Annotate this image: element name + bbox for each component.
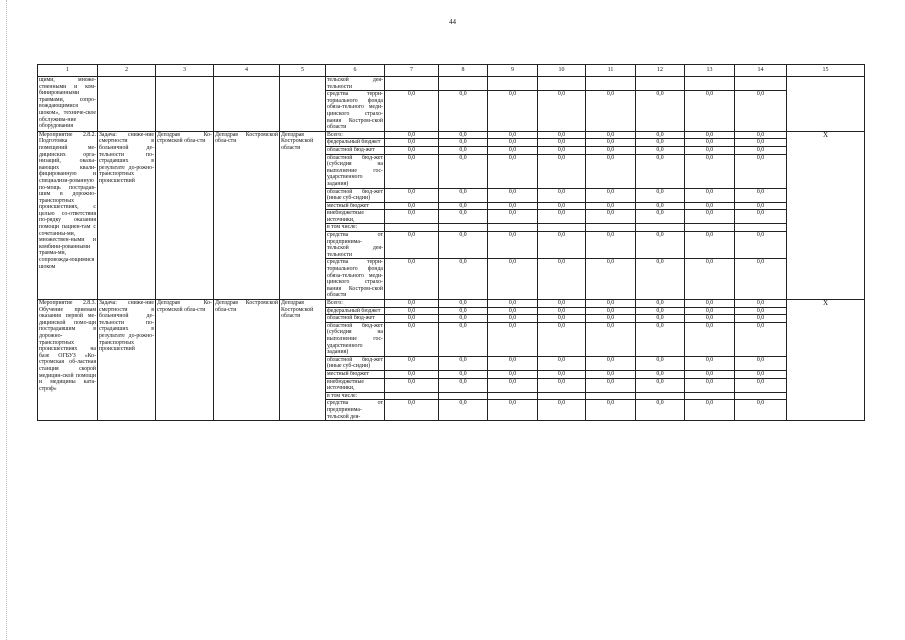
amount-cell: 0,0 [385, 378, 439, 392]
amount-cell: 0,0 [735, 300, 787, 308]
amount-cell: 0,0 [385, 259, 439, 300]
co-executor: Депздрав Костромской обла-сти [214, 300, 280, 421]
amount-cell: 0,0 [439, 232, 488, 259]
amount-cell: 0,0 [385, 139, 439, 147]
amount-cell: 0,0 [538, 400, 586, 421]
amount-cell: 0,0 [586, 300, 636, 308]
funding-source: тельской дея-тельности [327, 77, 383, 90]
amount-cell: 0,0 [385, 307, 439, 315]
amount-cell-empty [685, 392, 735, 400]
amount-cell: 0,0 [735, 154, 787, 188]
amount-cell: 0,0 [685, 188, 735, 202]
amount-cell: 0,0 [586, 378, 636, 392]
funding-source: местный бюджет [326, 202, 385, 210]
funding-source: Всего: [326, 300, 385, 308]
funding-source: областной бюд-жет (иные суб-сидии) [327, 188, 383, 202]
amount-cell: 0,0 [636, 307, 685, 315]
amount-cell: 0,0 [586, 322, 636, 356]
measure-description: Мероприятие 2.8.3. Обучение приемам оказания первой ме-дицинской помо-щи пострадавшим в дорожно-транспортных происшествиях на базе ОГБУЗ «Ко-стромская об-ластная станция скорой медицин-ской помощи и медицины ката-строф» [38, 300, 98, 421]
amount-cell: 0,0 [685, 232, 735, 259]
amount-cell: 0,0 [735, 400, 787, 421]
amount-cell: 0,0 [488, 259, 538, 300]
amount-cell-empty [538, 224, 586, 232]
amount-cell: 0,0 [488, 307, 538, 315]
amount-cell: 0,0 [586, 139, 636, 147]
amount-cell: 0,0 [488, 154, 538, 188]
amount-cell: 0,0 [735, 139, 787, 147]
amount-cell: 0,0 [685, 370, 735, 378]
amount-cell-empty [385, 392, 439, 400]
amount-cell-empty [439, 224, 488, 232]
funding-source: областной бюд-жет (субсидия на выполнение гос-ударственного задания) [327, 154, 383, 187]
amount-cell: 0,0 [538, 356, 586, 370]
amount-cell: 0,0 [385, 146, 439, 154]
responsible-executor: Депздрав Ко-стромской обла-сти [156, 131, 214, 299]
amount-cell: 0,0 [636, 378, 685, 392]
amount-cell: 0,0 [385, 370, 439, 378]
amount-cell: 0,0 [538, 322, 586, 356]
amount-cell: 0,0 [538, 300, 586, 308]
column-number: 10 [538, 65, 586, 77]
amount-cell-empty [586, 77, 636, 91]
amount-cell: 0,0 [538, 188, 586, 202]
amount-cell: 0,0 [538, 131, 586, 139]
amount-cell-empty [439, 77, 488, 91]
amount-cell: 0,0 [488, 315, 538, 323]
amount-cell: 0,0 [735, 202, 787, 210]
amount-cell: 0,0 [385, 322, 439, 356]
amount-cell: 0,0 [538, 378, 586, 392]
amount-cell: 0,0 [636, 370, 685, 378]
amount-cell: 0,0 [636, 202, 685, 210]
amount-cell: 0,0 [385, 131, 439, 139]
amount-cell: 0,0 [439, 378, 488, 392]
amount-cell: 0,0 [685, 139, 735, 147]
amount-cell: 0,0 [636, 300, 685, 308]
amount-cell: 0,0 [636, 154, 685, 188]
amount-cell-empty [685, 224, 735, 232]
amount-cell: 0,0 [636, 322, 685, 356]
scan-margin-line [6, 0, 8, 640]
amount-cell: 0,0 [735, 131, 787, 139]
column-number: 2 [98, 65, 156, 77]
amount-cell: 0,0 [735, 378, 787, 392]
amount-cell: 0,0 [586, 210, 636, 224]
co-executor: Депздрав Костромской обла-сти [214, 131, 280, 299]
amount-cell: 0,0 [735, 146, 787, 154]
measure-description: Мероприятие 2.8.2. Подготовка помещений ме-дицинских орга-низаций, оказы-вающих квали-фицированную и специализи-рованную по-мощь пострадав-шим в дорожно-транспортных происшествиях, с целью со-ответствия по-рядку оказания помощи пациен-там с сочетанны-ми, множествен-ными и комбини-рованными травма-ми, сопровожда-ющимися шоком [38, 131, 98, 299]
amount-cell: 0,0 [586, 400, 636, 421]
amount-cell: 0,0 [735, 315, 787, 323]
amount-cell: 0,0 [636, 210, 685, 224]
page-number: 44 [449, 18, 456, 26]
amount-cell-empty [636, 77, 685, 91]
amount-cell: 0,0 [488, 356, 538, 370]
column-number: 1 [38, 65, 98, 77]
amount-cell: 0,0 [385, 356, 439, 370]
amount-cell-empty [385, 77, 439, 91]
amount-cell: 0,0 [685, 322, 735, 356]
amount-cell-empty [685, 77, 735, 91]
amount-cell: 0,0 [735, 210, 787, 224]
amount-cell: 0,0 [439, 370, 488, 378]
amount-cell: 0,0 [586, 232, 636, 259]
amount-cell: 0,0 [636, 139, 685, 147]
funding-source: областной бюд-жет (иные суб-сидии) [327, 356, 383, 370]
amount-cell: 0,0 [735, 91, 787, 132]
funding-source: областной бюд-жет [326, 146, 385, 154]
measure-description: щими, множе-ственными и ком-бинированными травмами, сопро-вождающимися шоком», техниче-ское обслужива-ние оборудования [38, 77, 98, 132]
amount-cell: 0,0 [488, 322, 538, 356]
amount-cell: 0,0 [385, 202, 439, 210]
amount-cell: 0,0 [488, 188, 538, 202]
amount-cell: 0,0 [636, 146, 685, 154]
column-number: 11 [586, 65, 636, 77]
result-mark: X [787, 300, 865, 421]
amount-cell: 0,0 [538, 139, 586, 147]
amount-cell: 0,0 [488, 139, 538, 147]
amount-cell: 0,0 [439, 259, 488, 300]
amount-cell: 0,0 [735, 259, 787, 300]
amount-cell: 0,0 [439, 315, 488, 323]
amount-cell: 0,0 [636, 400, 685, 421]
column-number: 13 [685, 65, 735, 77]
amount-cell: 0,0 [488, 300, 538, 308]
amount-cell: 0,0 [586, 370, 636, 378]
amount-cell: 0,0 [636, 188, 685, 202]
amount-cell: 0,0 [685, 154, 735, 188]
amount-cell: 0,0 [439, 139, 488, 147]
amount-cell: 0,0 [385, 210, 439, 224]
amount-cell: 0,0 [685, 91, 735, 132]
amount-cell: 0,0 [636, 356, 685, 370]
funding-source: областной бюд-жет [326, 315, 385, 323]
funding-source: федеральный бюджет [326, 307, 385, 315]
column-number: 12 [636, 65, 685, 77]
amount-cell: 0,0 [439, 307, 488, 315]
amount-cell: 0,0 [385, 154, 439, 188]
result-mark: X [787, 131, 865, 299]
amount-cell: 0,0 [735, 307, 787, 315]
amount-cell: 0,0 [538, 210, 586, 224]
amount-cell: 0,0 [538, 307, 586, 315]
column-number-row [38, 65, 865, 77]
amount-cell: 0,0 [488, 232, 538, 259]
amount-cell: 0,0 [636, 259, 685, 300]
amount-cell-empty [636, 224, 685, 232]
funding-source: внебюджетные источники, [326, 378, 385, 392]
amount-cell: 0,0 [735, 188, 787, 202]
funding-source: средства терри-ториального фонда обяза-тельного меди-цинского страхо-вания Костром-ской области [327, 91, 383, 131]
column-number: 3 [156, 65, 214, 77]
amount-cell: 0,0 [439, 146, 488, 154]
financing-table [37, 64, 865, 421]
funding-source: средства от предпринима-тельской дея- [327, 400, 383, 420]
amount-cell: 0,0 [538, 154, 586, 188]
amount-cell: 0,0 [636, 232, 685, 259]
amount-cell: 0,0 [488, 370, 538, 378]
task-cell [98, 77, 156, 132]
amount-cell: 0,0 [685, 202, 735, 210]
amount-cell: 0,0 [586, 146, 636, 154]
amount-cell: 0,0 [586, 315, 636, 323]
column-number: 15 [787, 65, 865, 77]
column-number: 8 [439, 65, 488, 77]
amount-cell-empty [488, 392, 538, 400]
amount-cell: 0,0 [685, 356, 735, 370]
amount-cell: 0,0 [488, 146, 538, 154]
column-number: 6 [326, 65, 385, 77]
column-number: 5 [280, 65, 326, 77]
amount-cell: 0,0 [735, 232, 787, 259]
amount-cell: 0,0 [538, 146, 586, 154]
result-cell [787, 77, 865, 132]
funding-source: в том числе: [326, 224, 385, 232]
funding-source: местный бюджет [326, 370, 385, 378]
amount-cell: 0,0 [636, 91, 685, 132]
funding-source: федеральный бюджет [326, 139, 385, 147]
funding-source: в том числе: [326, 392, 385, 400]
amount-cell-empty [538, 392, 586, 400]
amount-cell: 0,0 [488, 378, 538, 392]
amount-cell: 0,0 [538, 259, 586, 300]
amount-cell: 0,0 [538, 232, 586, 259]
amount-cell: 0,0 [586, 307, 636, 315]
amount-cell: 0,0 [538, 202, 586, 210]
amount-cell: 0,0 [735, 370, 787, 378]
amount-cell: 0,0 [439, 188, 488, 202]
amount-cell: 0,0 [385, 232, 439, 259]
funding-source: средства от предпринима-тельской дея-тельности [327, 232, 383, 258]
amount-cell: 0,0 [586, 188, 636, 202]
amount-cell: 0,0 [538, 370, 586, 378]
amount-cell: 0,0 [488, 400, 538, 421]
amount-cell: 0,0 [586, 131, 636, 139]
amount-cell: 0,0 [385, 400, 439, 421]
amount-cell: 0,0 [685, 400, 735, 421]
amount-cell: 0,0 [685, 146, 735, 154]
amount-cell: 0,0 [586, 259, 636, 300]
amount-cell-empty [735, 77, 787, 91]
responsible-executor: Депздрав Ко-стромской обла-сти [156, 300, 214, 421]
amount-cell: 0,0 [586, 202, 636, 210]
amount-cell-empty [385, 224, 439, 232]
funding-source: внебюджетные источники, [326, 210, 385, 224]
amount-cell-empty [538, 77, 586, 91]
coexecutor-cell [214, 77, 280, 132]
recipient: Депздрав Костромской области [280, 131, 326, 299]
amount-cell: 0,0 [586, 154, 636, 188]
amount-cell: 0,0 [488, 202, 538, 210]
amount-cell: 0,0 [636, 315, 685, 323]
amount-cell: 0,0 [439, 356, 488, 370]
amount-cell: 0,0 [439, 322, 488, 356]
funding-source: средства терри-ториального фонда обяза-тельного меди-цинского страхо-вания Костром-ской области [327, 259, 383, 299]
amount-cell: 0,0 [439, 300, 488, 308]
amount-cell: 0,0 [385, 91, 439, 132]
amount-cell: 0,0 [538, 315, 586, 323]
amount-cell-empty [735, 224, 787, 232]
amount-cell: 0,0 [439, 91, 488, 132]
amount-cell: 0,0 [685, 210, 735, 224]
column-number: 9 [488, 65, 538, 77]
amount-cell: 0,0 [385, 300, 439, 308]
amount-cell: 0,0 [685, 307, 735, 315]
amount-cell: 0,0 [439, 154, 488, 188]
amount-cell: 0,0 [488, 131, 538, 139]
amount-cell: 0,0 [586, 356, 636, 370]
column-number: 7 [385, 65, 439, 77]
amount-cell: 0,0 [439, 202, 488, 210]
table-row [38, 300, 865, 308]
amount-cell-empty [439, 392, 488, 400]
amount-cell: 0,0 [685, 378, 735, 392]
executor-cell [156, 77, 214, 132]
task-description: Задача: сниже-ние смертности в больничной де-тельности по-страдавших в результате до-рожно-транспортных происшествий [98, 300, 156, 421]
table-row [38, 131, 865, 139]
column-number: 4 [214, 65, 280, 77]
amount-cell: 0,0 [488, 210, 538, 224]
amount-cell: 0,0 [439, 210, 488, 224]
table-row [38, 77, 865, 91]
amount-cell: 0,0 [735, 356, 787, 370]
amount-cell: 0,0 [439, 400, 488, 421]
amount-cell-empty [586, 392, 636, 400]
amount-cell: 0,0 [735, 322, 787, 356]
amount-cell: 0,0 [586, 91, 636, 132]
amount-cell: 0,0 [636, 131, 685, 139]
amount-cell-empty [735, 392, 787, 400]
amount-cell: 0,0 [385, 188, 439, 202]
amount-cell: 0,0 [685, 315, 735, 323]
amount-cell-empty [636, 392, 685, 400]
amount-cell-empty [488, 224, 538, 232]
task-description: Задача: сниже-ние смертности в больничной де-тельности по-страдавших в результате до-рожно-транспортных происшествий [98, 131, 156, 299]
amount-cell-empty [488, 77, 538, 91]
recipient-cell [280, 77, 326, 132]
amount-cell: 0,0 [488, 91, 538, 132]
amount-cell: 0,0 [685, 131, 735, 139]
column-number: 14 [735, 65, 787, 77]
amount-cell: 0,0 [685, 300, 735, 308]
funding-source: областной бюд-жет (субсидия на выполнение гос-ударственного задания) [327, 322, 383, 356]
funding-source: Всего: [326, 131, 385, 139]
amount-cell: 0,0 [439, 131, 488, 139]
amount-cell: 0,0 [385, 315, 439, 323]
amount-cell-empty [586, 224, 636, 232]
recipient: Депздрав Костромской области [280, 300, 326, 421]
amount-cell: 0,0 [685, 259, 735, 300]
amount-cell: 0,0 [538, 91, 586, 132]
